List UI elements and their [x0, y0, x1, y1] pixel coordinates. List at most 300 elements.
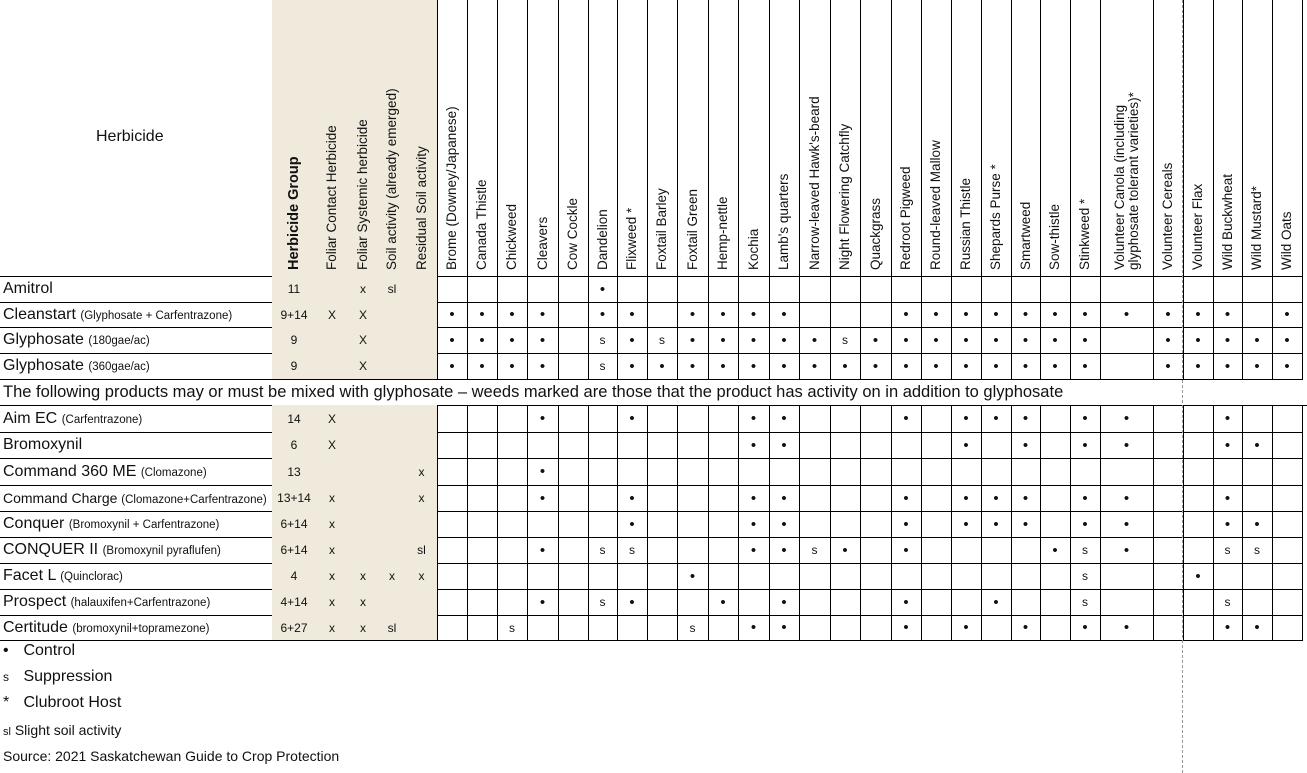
column-header-label: [504, 203, 519, 270]
cell-value: •: [599, 280, 606, 298]
cell-value: •: [1165, 306, 1171, 323]
cell-value: [1272, 537, 1302, 563]
herbicide-name: [0, 302, 272, 328]
cell-value: [1183, 458, 1213, 485]
cell-value: [647, 589, 677, 615]
cell-value: [1011, 276, 1040, 302]
column-header: [1183, 0, 1214, 277]
column-header-label: [837, 123, 852, 270]
table-cell: [378, 276, 407, 303]
cell-value: sl: [417, 543, 426, 557]
cell-value: •: [1052, 306, 1058, 323]
cell-value: •: [750, 489, 757, 507]
herbicide-active-ingredient: (360gae/ac): [88, 361, 150, 373]
cell-value: [527, 615, 558, 640]
cell-value: [647, 276, 677, 302]
cell-value: [378, 432, 406, 458]
cell-value: [1153, 563, 1183, 589]
table-cell: [891, 432, 922, 459]
table-cell: [378, 537, 407, 564]
cell-value: [981, 458, 1011, 485]
cell-value: [951, 563, 981, 589]
table-cell: [1040, 589, 1071, 616]
cell-value: •: [539, 463, 546, 480]
cell-value: •: [963, 619, 969, 636]
table-cell: [738, 405, 770, 433]
table-cell: [527, 327, 559, 354]
table-cell: [1213, 353, 1243, 380]
herbicide-active-ingredient: (bromoxynil+topramezone): [72, 623, 210, 635]
table-cell: [558, 563, 589, 590]
cell-value: [1213, 458, 1242, 485]
column-header-text: Dandelion: [595, 209, 610, 270]
legend-control-symbol: •: [3, 642, 9, 659]
cell-value: •: [811, 357, 818, 375]
cell-value: •: [1123, 410, 1130, 427]
cell-value: [738, 276, 769, 302]
table-row-name-cell: [0, 537, 273, 564]
legend-control: [3, 642, 75, 660]
cell-value: [558, 458, 588, 485]
table-cell: [348, 432, 379, 459]
cell-value: •: [750, 436, 757, 454]
cell-value: •: [1254, 515, 1260, 533]
cell-value: •: [629, 515, 635, 533]
cell-value: [497, 405, 527, 432]
cell-value: 6: [290, 438, 298, 452]
table-cell: [1153, 537, 1184, 564]
table-cell: [830, 485, 861, 512]
table-cell: [316, 458, 349, 486]
cell-value: [1153, 405, 1183, 432]
table-cell: [1272, 276, 1303, 303]
table-cell: [769, 302, 800, 328]
cell-value: •: [903, 357, 909, 375]
herbicide-active-ingredient: (Carfentrazone): [61, 414, 143, 426]
table-cell: [272, 302, 317, 328]
cell-value: [830, 432, 860, 458]
table-cell: [1040, 458, 1071, 486]
cell-value: •: [1254, 619, 1260, 636]
table-cell: [708, 537, 739, 564]
cell-value: s: [599, 359, 606, 373]
table-cell: [497, 563, 528, 590]
cell-value: [1183, 485, 1213, 511]
table-cell: [1153, 458, 1184, 486]
table-cell: [647, 537, 678, 564]
table-cell: [708, 405, 739, 433]
cell-value: [497, 276, 527, 302]
table-cell: [437, 511, 468, 538]
table-cell: [1242, 353, 1273, 380]
cell-value: •: [1082, 410, 1088, 427]
cell-value: •: [963, 489, 969, 507]
column-header-label: [807, 96, 822, 270]
cell-value: 13+14: [277, 491, 311, 505]
table-cell: [708, 353, 739, 380]
cell-value: [1242, 589, 1272, 615]
column-header-label: [1077, 198, 1092, 270]
table-cell: [558, 589, 589, 616]
cell-value: •: [539, 593, 546, 611]
table-cell: [830, 589, 861, 616]
table-cell: [830, 458, 861, 486]
table-cell: [738, 615, 770, 641]
column-header: [738, 0, 770, 277]
cell-value: X: [327, 411, 336, 426]
table-cell: [1272, 327, 1303, 354]
table-cell: [1272, 485, 1303, 512]
herbicide-name: [0, 405, 272, 433]
cell-value: •: [1123, 489, 1130, 507]
table-cell: [1040, 615, 1071, 641]
table-cell: [348, 327, 379, 354]
table-cell: [1242, 458, 1273, 486]
column-header-label: [1190, 183, 1205, 270]
cell-value: [437, 511, 467, 537]
table-cell: [1011, 405, 1041, 433]
cell-value: [921, 458, 951, 485]
cell-value: [437, 615, 467, 640]
column-header-text: Round-leaved Mallow: [928, 140, 943, 270]
column-header: [951, 0, 982, 277]
column-header-label: [654, 188, 669, 270]
cell-value: [497, 537, 527, 563]
table-cell: [467, 405, 498, 433]
table-cell: [647, 563, 678, 590]
column-header-label: [384, 88, 399, 270]
table-row-name-cell: [0, 405, 273, 433]
cell-value: x: [360, 620, 366, 635]
table-cell: [951, 563, 982, 590]
table-cell: [617, 615, 648, 641]
column-header-text: Cleavers: [535, 216, 550, 270]
cell-value: [1272, 458, 1302, 485]
table-cell: [1040, 302, 1071, 328]
cell-value: [378, 302, 406, 327]
cell-value: [406, 589, 437, 615]
table-cell: [437, 327, 468, 354]
table-cell: [527, 615, 559, 641]
table-cell: [1272, 563, 1303, 590]
cell-value: [981, 563, 1011, 589]
column-header: [378, 0, 407, 277]
table-cell: [1070, 485, 1101, 512]
cell-value: [1070, 276, 1100, 302]
cell-value: [830, 276, 860, 302]
table-cell: [1213, 458, 1243, 486]
table-cell: [951, 432, 982, 459]
table-cell: [647, 511, 678, 538]
table-cell: [891, 327, 922, 354]
cell-value: [378, 458, 406, 485]
table-cell: [617, 563, 648, 590]
table-cell: [558, 353, 589, 380]
cell-value: [588, 485, 617, 511]
cell-value: •: [1022, 489, 1029, 507]
table-cell: [799, 327, 831, 354]
cell-value: [1183, 405, 1213, 432]
cell-value: •: [1195, 306, 1201, 323]
cell-value: [1100, 327, 1153, 353]
column-header-text: Chickweed: [504, 203, 519, 270]
table-cell: [708, 589, 739, 616]
herbicide-product: CONQUER II: [3, 541, 99, 558]
column-header: [467, 0, 498, 277]
table-cell: [769, 327, 800, 354]
column-header: [981, 0, 1012, 277]
table-cell: [467, 327, 498, 354]
cell-value: •: [629, 306, 635, 323]
table-cell: [497, 327, 528, 354]
cell-value: [1100, 589, 1153, 615]
cell-value: •: [903, 593, 909, 611]
cell-value: •: [781, 619, 787, 636]
cell-value: [981, 276, 1011, 302]
cell-value: [1242, 276, 1272, 302]
table-cell: [951, 276, 982, 303]
table-cell: [406, 511, 438, 538]
column-header: [588, 0, 618, 277]
cell-value: [981, 537, 1011, 563]
cell-value: x: [329, 543, 335, 557]
table-cell: [799, 485, 831, 512]
table-cell: [769, 276, 800, 303]
cell-value: •: [1082, 357, 1088, 375]
cell-value: •: [781, 436, 787, 454]
cell-value: s: [509, 620, 515, 635]
column-header-text: Stinkweed *: [1077, 198, 1092, 270]
table-cell: [921, 615, 952, 641]
table-cell: [951, 615, 982, 641]
table-cell: [1272, 353, 1303, 380]
table-cell: [406, 302, 438, 328]
cell-value: [769, 563, 799, 589]
table-cell: [891, 511, 922, 538]
table-cell: [1011, 485, 1041, 512]
cell-value: •: [509, 306, 515, 323]
cell-value: [830, 589, 860, 615]
table-cell: [1153, 302, 1184, 328]
table-cell: [677, 537, 709, 564]
table-cell: [348, 563, 379, 590]
cell-value: [617, 563, 647, 589]
table-cell: [558, 302, 589, 328]
table-cell: [799, 353, 831, 380]
herbicide-name: [0, 458, 272, 486]
table-cell: [1242, 615, 1273, 641]
cell-value: [1153, 537, 1183, 563]
cell-value: [708, 485, 738, 511]
table-cell: [677, 589, 709, 616]
cell-value: [497, 511, 527, 537]
cell-value: •: [993, 357, 999, 375]
table-cell: [617, 589, 648, 616]
cell-value: [860, 485, 891, 511]
cell-value: •: [1224, 489, 1231, 507]
cell-value: •: [811, 331, 818, 349]
table-cell: [467, 432, 498, 459]
cell-value: [951, 276, 981, 302]
cell-value: [738, 563, 769, 589]
cell-value: [1242, 563, 1272, 589]
cell-value: [921, 589, 951, 615]
cell-value: •: [993, 306, 999, 323]
table-cell: [1040, 276, 1071, 303]
cell-value: [406, 405, 437, 432]
table-cell: [738, 511, 770, 538]
cell-value: s: [599, 543, 606, 557]
table-cell: [588, 458, 618, 486]
herbicide-product: Amitrol: [3, 280, 53, 297]
table-cell: [467, 458, 498, 486]
column-header: [437, 0, 468, 277]
cell-value: •: [1123, 541, 1130, 559]
table-cell: [1242, 511, 1273, 538]
cell-value: [406, 511, 437, 537]
cell-value: [677, 405, 708, 432]
table-row-name-cell: [0, 615, 273, 641]
cell-value: [1153, 589, 1183, 615]
cell-value: [558, 276, 588, 302]
cell-value: [860, 432, 891, 458]
cell-value: [1153, 615, 1183, 640]
cell-value: •: [842, 357, 848, 375]
cell-value: [951, 589, 981, 615]
table-cell: [981, 537, 1012, 564]
table-cell: [1011, 432, 1041, 459]
cell-value: [467, 537, 497, 563]
cell-value: [708, 563, 738, 589]
cell-value: [1040, 485, 1070, 511]
table-cell: [437, 537, 468, 564]
table-cell: [437, 458, 468, 486]
column-header-text: Night Flowering Catchfly: [837, 123, 852, 270]
cell-value: 4+14: [280, 595, 308, 609]
cell-value: [708, 537, 738, 563]
table-cell: [891, 458, 922, 486]
cell-value: [437, 537, 467, 563]
table-cell: [617, 458, 648, 486]
cell-value: •: [1195, 331, 1201, 349]
table-cell: [981, 405, 1012, 433]
table-cell: [891, 353, 922, 380]
cell-value: •: [1052, 357, 1058, 375]
table-cell: [1011, 511, 1041, 538]
table-cell: [647, 485, 678, 512]
table-cell: [860, 353, 892, 380]
cell-value: [891, 432, 921, 458]
table-row-name-cell: [0, 432, 273, 459]
table-cell: [406, 589, 438, 616]
cell-value: [558, 327, 588, 353]
cell-value: [497, 458, 527, 485]
cell-value: •: [903, 619, 909, 636]
table-cell: [1272, 589, 1303, 616]
column-header-text: Residual Soil activity: [414, 146, 429, 270]
cell-value: [891, 276, 921, 302]
table-cell: [769, 353, 800, 380]
cell-value: [921, 511, 951, 537]
cell-value: [830, 458, 860, 485]
table-cell: [527, 537, 559, 564]
column-header: [708, 0, 739, 277]
table-cell: [1011, 276, 1041, 303]
column-header-label: [355, 119, 370, 270]
cell-value: s: [599, 595, 606, 609]
herbicide-active-ingredient: (halauxifen+Carfentrazone): [70, 597, 211, 609]
table-row-name-cell: [0, 458, 273, 486]
cell-value: [588, 615, 617, 640]
cell-value: •: [993, 331, 999, 349]
cell-value: •: [963, 515, 969, 533]
table-row-name-cell: [0, 563, 273, 590]
cell-value: •: [1082, 619, 1088, 636]
table-cell: [316, 485, 349, 512]
cell-value: [1272, 276, 1302, 302]
table-cell: [272, 563, 317, 590]
column-header: [1213, 0, 1243, 277]
column-header: [558, 0, 589, 277]
table-cell: [378, 589, 407, 616]
cell-value: •: [1165, 331, 1171, 349]
cell-value: x: [418, 491, 425, 505]
page-break-line: [1182, 0, 1183, 773]
cell-value: •: [933, 306, 939, 323]
cell-value: s: [811, 543, 818, 557]
cell-value: [647, 405, 677, 432]
table-cell: [617, 276, 648, 303]
column-header-text: Sow-thistle: [1047, 203, 1062, 270]
cell-value: •: [963, 357, 969, 375]
table-cell: [467, 485, 498, 512]
table-cell: [981, 615, 1012, 641]
cell-value: •: [1082, 306, 1088, 323]
table-cell: [1242, 327, 1273, 354]
cell-value: [921, 405, 951, 432]
herbicide-name: [0, 327, 272, 354]
cell-value: •: [1022, 357, 1029, 375]
cell-value: [708, 276, 738, 302]
herbicide-column-header: Herbicide: [96, 128, 164, 145]
table-cell: [951, 511, 982, 538]
table-cell: [921, 353, 952, 380]
column-header-label: [444, 106, 459, 270]
table-cell: [348, 405, 379, 433]
cell-value: •: [1022, 619, 1029, 636]
cell-value: •: [539, 410, 546, 427]
table-cell: [588, 302, 618, 328]
column-header: [769, 0, 800, 277]
table-cell: [708, 276, 739, 303]
column-header-label: [535, 216, 550, 270]
table-cell: [1070, 276, 1101, 303]
table-cell: [437, 563, 468, 590]
cell-value: [677, 432, 708, 458]
table-cell: [348, 589, 379, 616]
table-cell: [558, 615, 589, 641]
table-cell: [378, 432, 407, 459]
table-cell: [1100, 537, 1154, 564]
cell-value: [1070, 458, 1100, 485]
column-header-text: Wild Oats: [1279, 211, 1294, 270]
table-cell: [677, 327, 709, 354]
table-cell: [1070, 327, 1101, 354]
table-cell: [799, 511, 831, 538]
cell-value: [316, 458, 348, 485]
table-cell: [406, 485, 438, 512]
cell-value: [558, 537, 588, 563]
